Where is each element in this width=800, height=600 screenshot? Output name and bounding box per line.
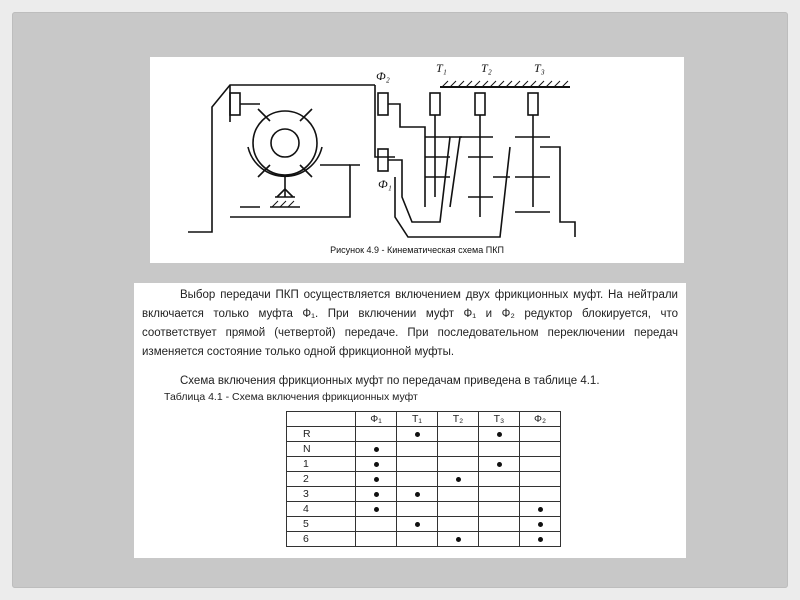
mark-cell [479,442,520,457]
table-row [287,442,561,457]
mark-cell [397,532,438,547]
label-phi2: Ф₂ [376,69,390,83]
header-t3: T₃ [479,412,520,427]
mark-cell [356,532,397,547]
table-row [287,457,561,472]
mark-cell [397,427,438,442]
engaged-dot-icon [374,507,379,512]
mark-cell [520,457,561,472]
label-t3: T₃ [534,61,545,75]
mark-cell [438,472,479,487]
mark-cell [397,457,438,472]
engaged-dot-icon [415,432,420,437]
mark-cell [397,487,438,502]
mark-cell [356,472,397,487]
table-row [287,517,561,532]
engaged-dot-icon [415,492,420,497]
mark-cell [438,427,479,442]
kinematic-diagram-figure [150,57,684,263]
mark-cell [356,487,397,502]
table-row [287,532,561,547]
kinematic-diagram [150,57,684,263]
table-row [287,502,561,517]
mark-cell [438,502,479,517]
engaged-dot-icon [456,537,461,542]
gear-cell: R [287,427,356,442]
mark-cell [438,457,479,472]
table-caption: Таблица 4.1 - Схема включения фрикционных муфт [164,391,418,403]
mark-cell [479,532,520,547]
engaged-dot-icon [374,492,379,497]
mark-cell [356,442,397,457]
mark-cell [438,532,479,547]
mark-cell [438,517,479,532]
gear-cell: 2 [287,472,356,487]
header-phi2: Ф₂ [520,412,561,427]
mark-cell [520,487,561,502]
mark-cell [479,472,520,487]
table-header-row [287,412,561,427]
label-t2: T₂ [481,61,492,75]
table-row [287,472,561,487]
mark-cell [520,472,561,487]
mark-cell [438,487,479,502]
mark-cell [479,502,520,517]
label-t1: T₁ [436,61,447,75]
engaged-dot-icon [374,477,379,482]
engaged-dot-icon [374,447,379,452]
mark-cell [520,442,561,457]
paragraph-1: Выбор передачи ПКП осуществляется включением двух фрикционных муфт. На нейтрали включается только муфта Ф₁. При включении муфт Ф₁ и Ф₂ редуктор блокируется, что соответствует прямой (четвертой) передаче. При последовательном переключении передач изменяется состояние только одной фрикционной муфты. [142,289,678,358]
mark-cell [397,442,438,457]
table-body [287,427,561,547]
mark-cell [397,517,438,532]
mark-cell [479,457,520,472]
mark-cell [479,427,520,442]
mark-cell [356,517,397,532]
header-corner [287,412,356,427]
table-row [287,427,561,442]
mark-cell [356,427,397,442]
mark-cell [479,487,520,502]
engaged-dot-icon [538,522,543,527]
engaged-dot-icon [374,462,379,467]
engaged-dot-icon [538,507,543,512]
engaged-dot-icon [456,477,461,482]
engaged-dot-icon [415,522,420,527]
header-t1: T₁ [397,412,438,427]
header-phi1: Ф₁ [356,412,397,427]
mark-cell [520,532,561,547]
mark-cell [356,502,397,517]
gear-cell: 4 [287,502,356,517]
label-phi1: Ф₁ [378,177,392,191]
text-block [134,283,686,558]
mark-cell [356,457,397,472]
figure-caption: Рисунок 4.9 - Кинематическая схема ПКП [330,245,504,255]
mark-cell [479,517,520,532]
mark-cell [397,502,438,517]
gear-cell: N [287,442,356,457]
engaged-dot-icon [538,537,543,542]
mark-cell [520,427,561,442]
header-t2: T₂ [438,412,479,427]
mark-cell [520,517,561,532]
table-row [287,487,561,502]
engaged-dot-icon [497,462,502,467]
clutch-schedule-table [286,411,561,547]
paragraph-2: Схема включения фрикционных муфт по передачам приведена в таблице 4.1. [180,375,600,387]
mark-cell [438,442,479,457]
mark-cell [520,502,561,517]
mark-cell [397,472,438,487]
gear-cell: 5 [287,517,356,532]
gear-cell: 1 [287,457,356,472]
gear-cell: 6 [287,532,356,547]
engaged-dot-icon [497,432,502,437]
gear-cell: 3 [287,487,356,502]
